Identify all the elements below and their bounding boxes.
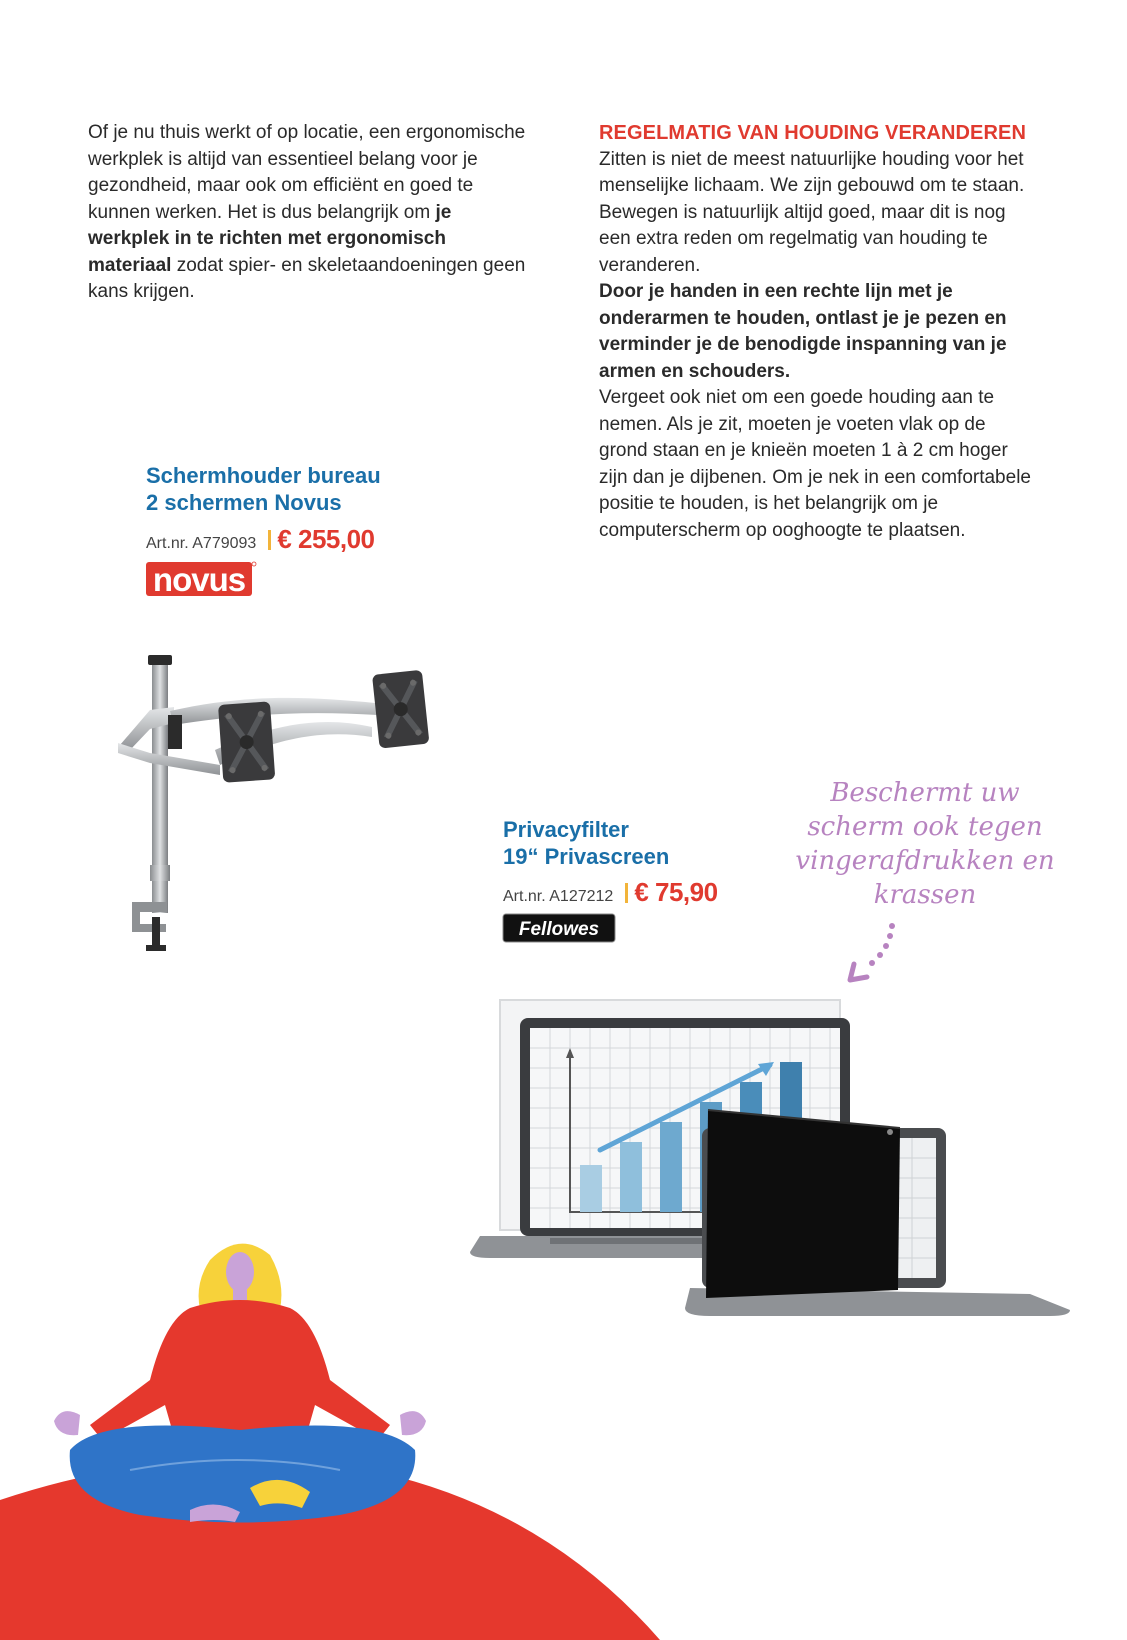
- dotted-arrow-icon: [840, 920, 900, 990]
- product-title-line: Privacyfilter: [503, 817, 629, 842]
- note-line: krassen: [873, 880, 977, 910]
- fellowes-logo-text: Fellowes: [518, 919, 600, 940]
- monitor-arm-image: [110, 655, 440, 955]
- note-line: scherm ook tegen: [807, 812, 1043, 842]
- novus-logo: [146, 560, 258, 600]
- intro-text-2: zodat spier- en skeletaandoeningen geen kans krijgen.: [88, 254, 526, 302]
- price-separator: [268, 530, 271, 550]
- fellowes-logo: [503, 912, 617, 944]
- intro-paragraph: [88, 120, 528, 306]
- product-title-line: 2 schermen Novus: [146, 490, 342, 515]
- product-title-line: Schermhouder bureau: [146, 463, 381, 488]
- product-price-line: [503, 877, 718, 908]
- handwritten-note: [790, 776, 1060, 912]
- novus-logo-text: novus: [152, 561, 246, 598]
- product-price-line: [146, 524, 375, 555]
- posture-section: [599, 120, 1039, 544]
- price-separator: [625, 883, 628, 903]
- section-heading: REGELMATIG VAN HOUDING VERANDEREN: [599, 122, 1027, 144]
- section-paragraph-2: [599, 279, 1039, 385]
- meditating-woman-illustration: [40, 1230, 470, 1550]
- note-line: Beschermt uw: [830, 778, 1020, 808]
- article-number: Art.nr. A127212: [503, 888, 614, 905]
- product-title-monitor-arm[interactable]: [146, 462, 381, 516]
- privacy-filter-laptops-image: [470, 990, 1090, 1370]
- section-bold: Door je handen in een rechte lijn met je onderarmen te houden, ontlast je je pezen en verminder je de benodigde inspanning van je armen en schouders.: [599, 281, 1007, 382]
- section-paragraph-3: Vergeet ook niet om een goede houding aan te nemen. Als je zit, moeten je voeten vlak op de grond staan en je knieën moeten 1 à 2 cm hoger zijn dan je dijbenen. Om je nek in een comfortabele positie te houden, is het belangrijk om je computerscherm op ooghoogte te plaatsen.: [599, 387, 1031, 541]
- price: € 75,90: [634, 877, 718, 907]
- price: € 255,00: [277, 524, 375, 554]
- note-line: vingerafdrukken en: [795, 846, 1055, 876]
- section-paragraph-1: Zitten is niet de meest natuurlijke houding voor het menselijke lichaam. We zijn gebouwd om te staan. Bewegen is natuurlijk altijd goed, maar dit is nog een extra reden om regelmatig van houding te veranderen.: [599, 148, 1025, 276]
- intro-bold: je werkplek in te richten met ergonomisch materiaal: [88, 201, 452, 276]
- product-title-line: 19“ Privascreen: [503, 844, 670, 869]
- intro-text-1: Of je nu thuis werkt of op locatie, een ergonomische werkplek is altijd van essentieel belang voor je gezondheid, maar ook om efficiënt en goed te kunnen werken. Het is dus belangrijk om: [88, 122, 526, 223]
- article-number: Art.nr. A779093: [146, 535, 257, 552]
- product-title-privacy-filter[interactable]: [503, 816, 669, 870]
